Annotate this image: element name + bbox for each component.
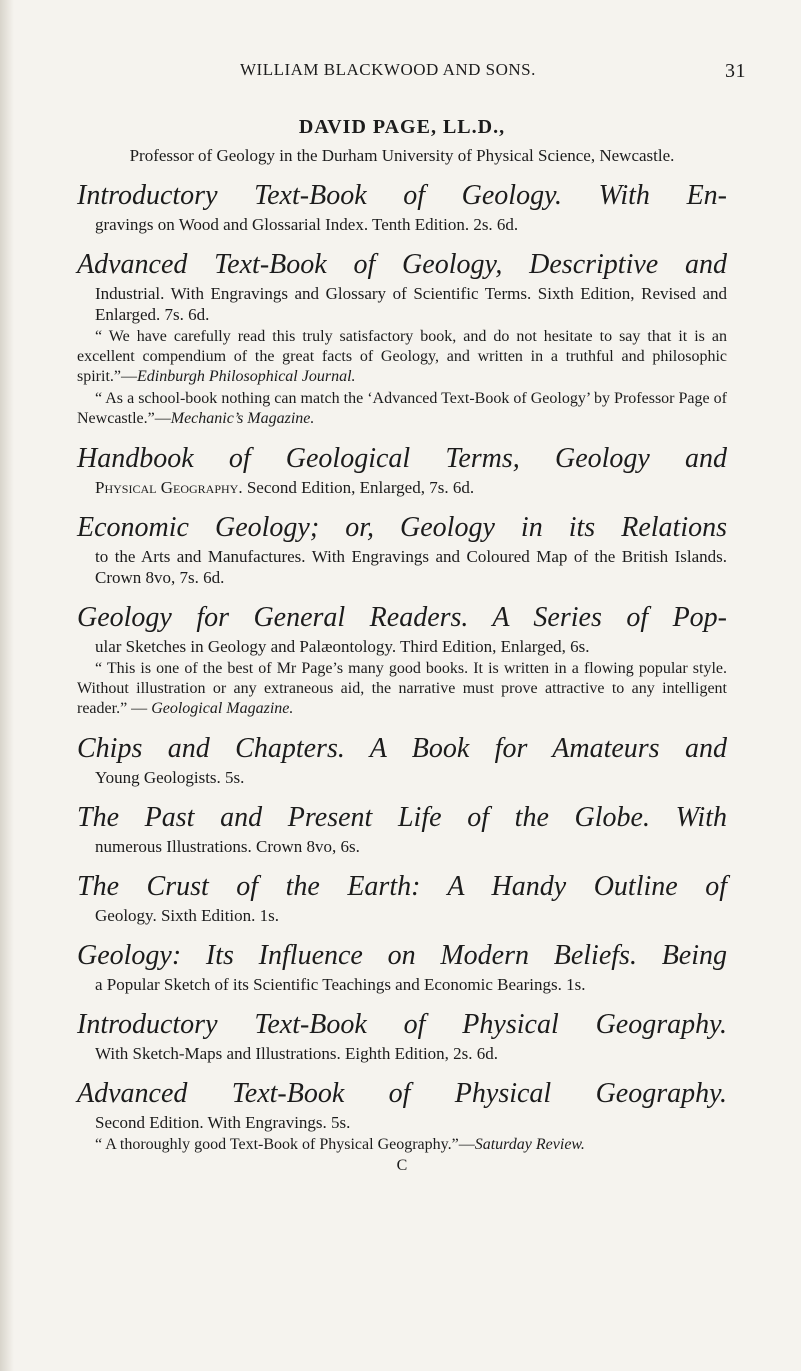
book-description: gravings on Wood and Glossarial Index. Tenth Edition. 2s. 6d.: [95, 215, 519, 234]
catalogue-content: [77, 116, 727, 1175]
quote-text: “ A thoroughly good Text-Book of Physical Geography.”—: [95, 1136, 475, 1153]
book-title: Economic Geology; or, Geology in its Relations: [77, 512, 727, 543]
running-head-title: WILLIAM BLACKWOOD AND SONS.: [240, 60, 536, 79]
book-description: numerous Illustrations. Crown 8vo, 6s.: [95, 837, 360, 856]
list-item: [77, 249, 727, 429]
book-title: Geology: Its Influence on Modern Beliefs. Being: [77, 940, 727, 971]
page-fold-shadow: [0, 0, 14, 1371]
quote-source: Mechanic’s Magazine.: [170, 410, 315, 427]
signature-mark: C: [396, 1157, 408, 1174]
book-description: Geology. Sixth Edition. 1s.: [95, 906, 280, 925]
review-quote: [77, 659, 727, 719]
book-title: Handbook of Geological Terms, Geology and: [77, 443, 727, 474]
book-description: to the Arts and Manufactures. With Engravings and Coloured Map of the British Islands. Crown 8vo, 7s. 6d.: [95, 547, 727, 587]
book-description: Second Edition. With Engravings. 5s.: [95, 1113, 351, 1132]
book-title: The Past and Present Life of the Globe. With: [77, 802, 727, 833]
quote-source: Geological Magazine.: [151, 700, 294, 717]
book-title: Advanced Text-Book of Geology, Descriptive and: [77, 249, 727, 280]
book-title: Geology for General Readers. A Series of Pop-: [77, 602, 727, 633]
list-item: [77, 1078, 727, 1155]
book-title: Introductory Text-Book of Geology. With En-: [77, 180, 727, 211]
list-item: [77, 940, 727, 995]
author-name: DAVID PAGE, LL.D.,: [298, 116, 506, 138]
book-description-rest: Second Edition, Enlarged, 7s. 6d.: [242, 478, 475, 497]
list-item: [77, 871, 727, 926]
list-item: [77, 602, 727, 719]
list-item: [77, 443, 727, 498]
book-description: Industrial. With Engravings and Glossary of Scientific Terms. Sixth Edition, Revised and Enlarged. 7s. 6d.: [95, 284, 727, 324]
review-quote: [77, 327, 727, 387]
list-item: [77, 180, 727, 235]
book-description: Young Geologists. 5s.: [95, 768, 245, 787]
review-quote: [77, 389, 727, 429]
page-number: 31: [725, 60, 746, 82]
quote-text: “ We have carefully read this truly satisfactory book, and do not hesitate to say that it is an excellent compendium of the great facts of Geology, and written in a truthful and philosophic spirit.”—: [77, 328, 727, 385]
list-item: [77, 1009, 727, 1064]
quote-text: “ As a school-book nothing can match the ‘Advanced Text-Book of Geology’ by Professor Page of Newcastle.”—: [77, 390, 727, 427]
book-title: The Crust of the Earth: A Handy Outline of: [77, 871, 727, 902]
quote-text: “ This is one of the best of Mr Page’s many good books. It is written in a flowing popular style. Without illustration or any extraneous aid, the narrative must prove attractive to any intelligent reader.” —: [77, 660, 727, 717]
book-title: Introductory Text-Book of Physical Geography.: [77, 1009, 727, 1040]
author-affiliation: Professor of Geology in the Durham University of Physical Science, Newcastle.: [129, 146, 675, 165]
book-title: Chips and Chapters. A Book for Amateurs and: [77, 733, 727, 764]
book-title: Advanced Text-Book of Physical Geography.: [77, 1078, 727, 1109]
quote-source: Edinburgh Philosophical Journal.: [137, 368, 356, 385]
book-description: ular Sketches in Geology and Palæontology. Third Edition, Enlarged, 6s.: [95, 637, 590, 656]
book-description: a Popular Sketch of its Scientific Teachings and Economic Bearings. 1s.: [95, 975, 586, 994]
quote-source: Saturday Review.: [474, 1136, 585, 1153]
book-description: With Sketch-Maps and Illustrations. Eighth Edition, 2s. 6d.: [95, 1044, 499, 1063]
book-description: [77, 477, 727, 498]
book-description-smallcaps: Physical Geography.: [95, 478, 243, 497]
list-item: [77, 733, 727, 788]
list-item: [77, 802, 727, 857]
review-quote: [77, 1135, 727, 1155]
running-head: [90, 60, 746, 84]
list-item: [77, 512, 727, 588]
